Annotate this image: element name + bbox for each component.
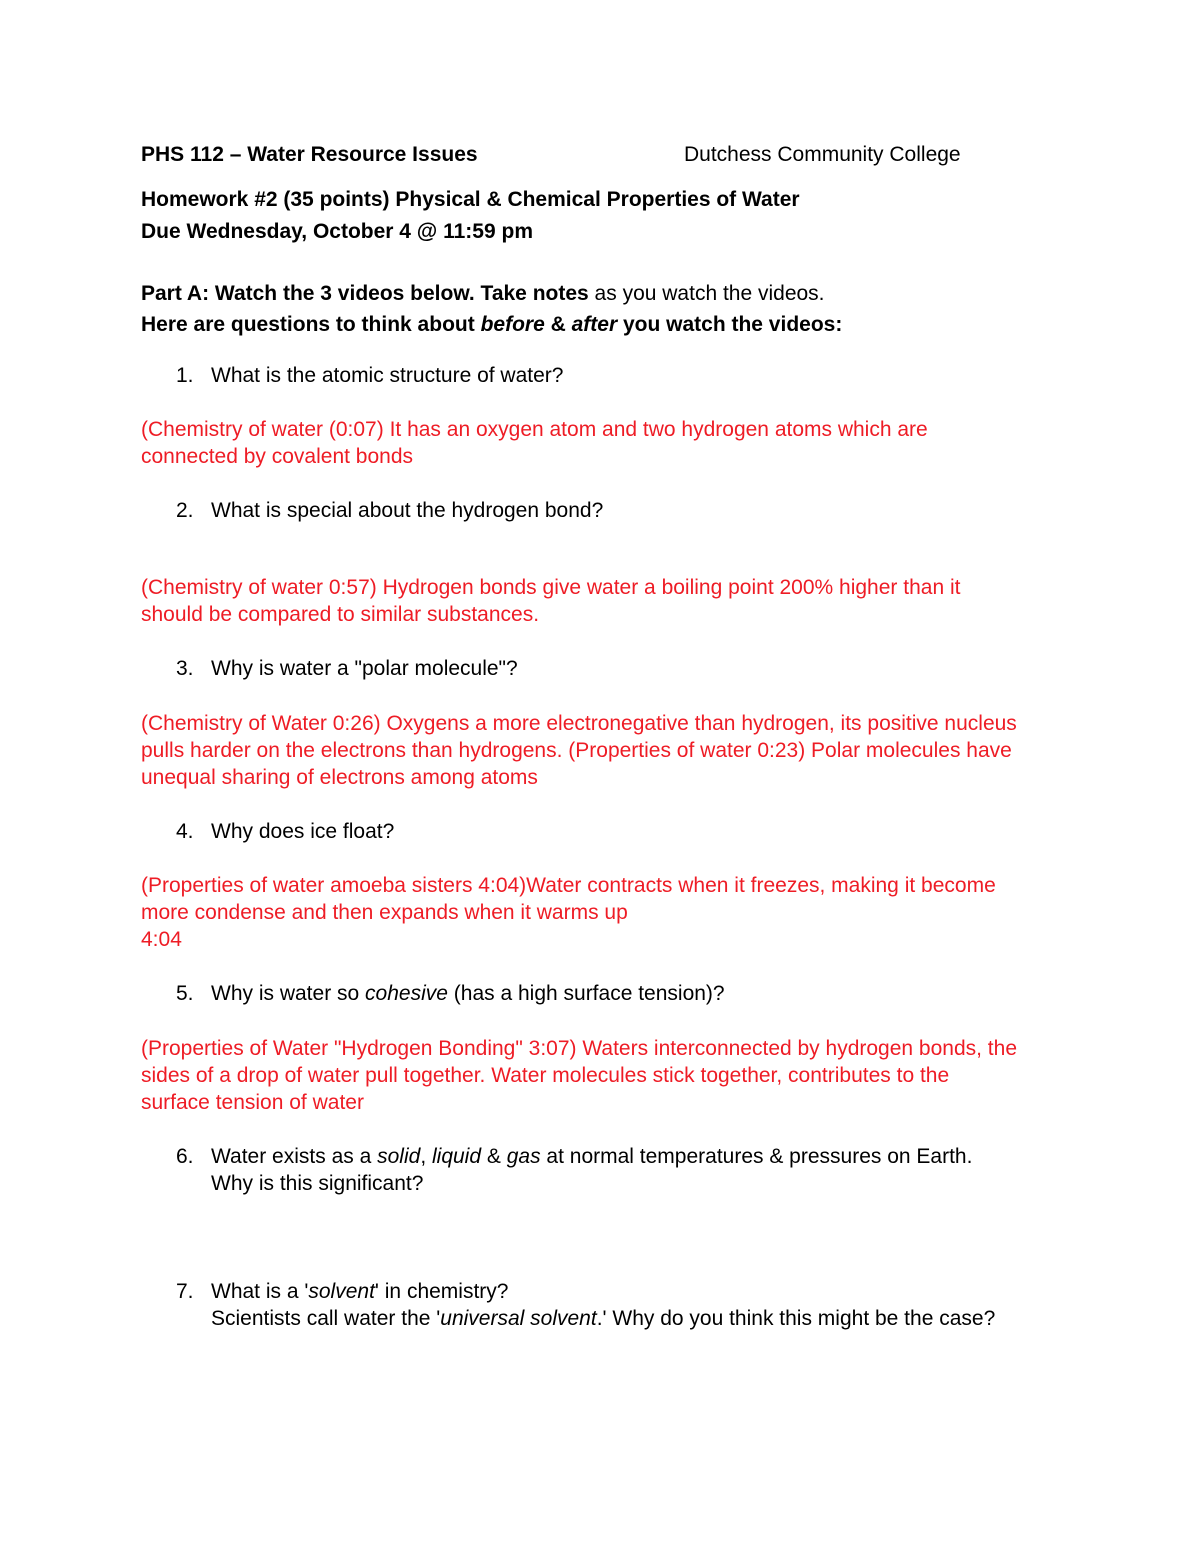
answer-line: 4:04: [141, 928, 182, 951]
question-text-part: Why is water so: [211, 982, 366, 1005]
think-text-2: you watch the videos:: [617, 313, 843, 336]
homework-title: Homework #2 (35 points) Physical & Chemical Properties of Water: [141, 188, 800, 211]
question-text: Why does ice float?: [211, 820, 395, 843]
answer-line: sides of a drop of water pull together. Water molecules stick together, contributes to the: [141, 1064, 950, 1087]
question-number: 1.: [176, 364, 194, 387]
question-text: What is the atomic structure of water?: [211, 364, 564, 387]
answer-line: surface tension of water: [141, 1091, 364, 1114]
question-text-line2: Why is this significant?: [211, 1172, 424, 1195]
question-number: 5.: [176, 982, 194, 1005]
think-before: before: [480, 313, 545, 336]
question-text: [211, 980, 725, 1007]
question-number: 2.: [176, 499, 194, 522]
question-text: Why is water a "polar molecule"?: [211, 657, 518, 680]
answer-line: unequal sharing of electrons among atoms: [141, 766, 538, 789]
answer-line: (Properties of water amoeba sisters 4:04)Water contracts when it freezes, making it become: [141, 874, 996, 897]
italic-solvent: solvent: [308, 1280, 375, 1303]
part-a-rest: as you watch the videos.: [588, 282, 825, 305]
question-number: 7.: [176, 1280, 194, 1303]
question-text-part: at normal temperatures & pressures on Earth.: [540, 1145, 973, 1168]
answer-line: (Chemistry of water (0:07) It has an oxygen atom and two hydrogen atoms which are: [141, 418, 928, 441]
question-text: [211, 1278, 508, 1305]
due-date: Due Wednesday, October 4 @ 11:59 pm: [141, 220, 533, 243]
question-text-part: (has a high surface tension)?: [447, 982, 725, 1005]
part-a-instructions: [141, 280, 825, 307]
course-title: PHS 112 – Water Resource Issues: [141, 143, 478, 166]
part-a-label: Part A: Watch the 3 videos below. Take notes: [141, 282, 589, 305]
college-name: Dutchess Community College: [684, 143, 961, 166]
answer-line: (Chemistry of water 0:57) Hydrogen bonds give water a boiling point 200% higher than it: [141, 576, 961, 599]
answer-line: pulls harder on the electrons than hydrogens. (Properties of water 0:23) Polar molecules have: [141, 739, 1012, 762]
question-text: What is special about the hydrogen bond?: [211, 499, 604, 522]
question-text-italic: cohesive: [365, 982, 448, 1005]
think-amp: &: [544, 313, 572, 336]
answer-line: more condense and then expands when it warms up: [141, 901, 628, 924]
question-number: 4.: [176, 820, 194, 843]
italic-gas: gas: [506, 1145, 541, 1168]
question-text-part: ,: [420, 1145, 432, 1168]
question-text-part: ' in chemistry?: [374, 1280, 509, 1303]
question-text-part: .' Why do you think this might be the case?: [596, 1307, 996, 1330]
question-number: 3.: [176, 657, 194, 680]
answer-line: should be compared to similar substances.: [141, 603, 540, 626]
question-text: [211, 1143, 972, 1170]
question-text-line2: [211, 1305, 995, 1332]
question-text-part: Water exists as a: [211, 1145, 378, 1168]
question-text-part: &: [481, 1145, 507, 1168]
think-after: after: [571, 313, 618, 336]
question-text-part: What is a ': [211, 1280, 309, 1303]
answer-line: (Properties of Water "Hydrogen Bonding" 3:07) Waters interconnected by hydrogen bonds, the: [141, 1037, 1018, 1060]
think-text-1: Here are questions to think about: [141, 313, 481, 336]
think-prompt: [141, 311, 842, 338]
italic-universal-solvent: universal solvent: [440, 1307, 597, 1330]
question-number: 6.: [176, 1145, 194, 1168]
italic-solid: solid: [377, 1145, 421, 1168]
answer-line: (Chemistry of Water 0:26) Oxygens a more electronegative than hydrogen, its positive nucleus: [141, 712, 1017, 735]
answer-line: connected by covalent bonds: [141, 445, 414, 468]
question-text-part: Scientists call water the ': [211, 1307, 441, 1330]
italic-liquid: liquid: [431, 1145, 482, 1168]
